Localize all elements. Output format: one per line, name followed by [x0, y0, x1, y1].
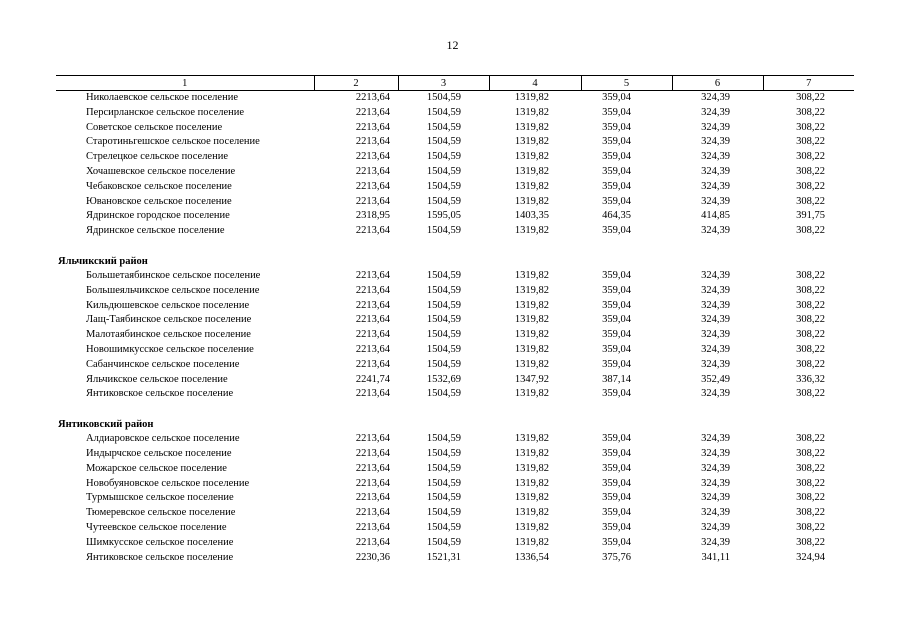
- value-cell-col-3: 1595,05: [426, 210, 461, 222]
- value-cell-col-5: 359,04: [602, 343, 631, 355]
- value-cell-col-2: 2241,74: [355, 373, 390, 385]
- value-cell-col-4: 1319,82: [514, 269, 549, 281]
- value-cell-col-4: 1336,54: [514, 551, 549, 563]
- value-cell-col-5: 359,04: [602, 106, 631, 118]
- value-cell-col-3: 1504,59: [426, 462, 461, 474]
- value-cell-col-4: 1319,82: [514, 151, 549, 163]
- table-row: [56, 269, 854, 284]
- value-cell-col-2: 2213,64: [355, 151, 390, 163]
- value-cell-col-7: 308,22: [796, 329, 825, 341]
- table-row: [56, 135, 854, 150]
- value-cell-col-5: 359,04: [602, 314, 631, 326]
- value-cell-col-7: 308,22: [796, 121, 825, 133]
- district-heading-row: [56, 417, 854, 432]
- value-cell-col-4: 1319,82: [514, 92, 549, 103]
- table-row: [56, 313, 854, 328]
- value-cell-col-5: 359,04: [602, 536, 631, 548]
- value-cell-col-3: 1504,59: [426, 165, 461, 177]
- value-cell-col-4: 1319,82: [514, 195, 549, 207]
- table-row: [56, 343, 854, 358]
- value-cell-col-4: 1319,82: [514, 225, 549, 237]
- value-cell-col-2: 2213,64: [355, 433, 390, 445]
- value-cell-col-6: 324,39: [701, 388, 730, 400]
- settlement-name: Чебаковское сельское поселение: [86, 180, 232, 192]
- table-row: [56, 387, 854, 402]
- table-row: [56, 121, 854, 136]
- value-cell-col-3: 1504,59: [426, 121, 461, 133]
- value-cell-col-4: 1319,82: [514, 284, 549, 296]
- value-cell-col-4: 1319,82: [514, 314, 549, 326]
- value-cell-col-6: 324,39: [701, 165, 730, 177]
- value-cell-col-3: 1504,59: [426, 536, 461, 548]
- value-cell-col-7: 308,22: [796, 195, 825, 207]
- value-cell-col-7: 308,22: [796, 462, 825, 474]
- value-cell-col-5: 359,04: [602, 269, 631, 281]
- value-cell-col-7: 308,22: [796, 165, 825, 177]
- section-spacer: [56, 239, 854, 254]
- value-cell-col-5: 387,14: [602, 373, 631, 385]
- value-cell-col-5: 359,04: [602, 388, 631, 400]
- value-cell-col-5: 375,76: [602, 551, 631, 563]
- value-cell-col-7: 308,22: [796, 521, 825, 533]
- settlement-name: Ядринское сельское поселение: [86, 225, 225, 237]
- settlement-name: Тюмеревское сельское поселение: [86, 507, 236, 519]
- settlement-name: Персирланское сельское поселение: [86, 106, 245, 118]
- value-cell-col-3: 1532,69: [426, 373, 461, 385]
- value-cell-col-5: 359,04: [602, 521, 631, 533]
- value-cell-col-7: 308,22: [796, 507, 825, 519]
- value-cell-col-7: 308,22: [796, 92, 825, 103]
- value-cell-col-2: 2213,64: [355, 343, 390, 355]
- settlement-name: Советское сельское поселение: [86, 121, 223, 133]
- value-cell-col-2: 2213,64: [355, 477, 390, 489]
- table-row: [56, 447, 854, 462]
- value-cell-col-5: 359,04: [602, 433, 631, 445]
- value-cell-col-5: 464,35: [602, 210, 631, 222]
- value-cell-col-4: 1319,82: [514, 447, 549, 459]
- settlement-name: Старотиньгешское сельское поселение: [86, 136, 260, 148]
- settlement-name: Алдиаровское сельское поселение: [86, 433, 240, 445]
- value-cell-col-3: 1504,59: [426, 447, 461, 459]
- table-row: [56, 165, 854, 180]
- value-cell-col-3: 1521,31: [426, 551, 461, 563]
- value-cell-col-6: 324,39: [701, 299, 730, 311]
- value-cell-col-2: 2213,64: [355, 225, 390, 237]
- table-row: [56, 521, 854, 536]
- value-cell-col-5: 359,04: [602, 507, 631, 519]
- table-row: [56, 491, 854, 506]
- column-header: 2: [314, 76, 398, 91]
- page-number: 12: [446, 38, 459, 52]
- value-cell-col-7: 391,75: [796, 210, 825, 222]
- settlement-name: Ядринское городское поселение: [86, 210, 230, 222]
- district-heading-row: [56, 254, 854, 269]
- value-cell-col-2: 2318,95: [355, 210, 390, 222]
- value-cell-col-3: 1504,59: [426, 507, 461, 519]
- value-cell-col-2: 2213,64: [355, 521, 390, 533]
- value-cell-col-6: 324,39: [701, 314, 730, 326]
- value-cell-col-6: 324,39: [701, 447, 730, 459]
- value-cell-col-3: 1504,59: [426, 492, 461, 504]
- value-cell-col-3: 1504,59: [426, 314, 461, 326]
- table-row: [56, 462, 854, 477]
- settlement-name: Сабанчинское сельское поселение: [86, 358, 240, 370]
- table-body: [56, 91, 854, 566]
- district-heading: Янтиковский район: [58, 419, 154, 431]
- value-cell-col-4: 1319,82: [514, 477, 549, 489]
- value-cell-col-4: 1319,82: [514, 433, 549, 445]
- value-cell-col-5: 359,04: [602, 329, 631, 341]
- value-cell-col-3: 1504,59: [426, 225, 461, 237]
- value-cell-col-6: 324,39: [701, 92, 730, 103]
- value-cell-col-6: 324,39: [701, 329, 730, 341]
- value-cell-col-2: 2213,64: [355, 507, 390, 519]
- data-table: [56, 75, 854, 565]
- value-cell-col-7: 308,22: [796, 180, 825, 192]
- value-cell-col-2: 2213,64: [355, 536, 390, 548]
- value-cell-col-5: 359,04: [602, 136, 631, 148]
- settlement-name: Николаевское сельское поселение: [86, 92, 238, 103]
- table-row: [56, 299, 854, 314]
- value-cell-col-4: 1319,82: [514, 180, 549, 192]
- value-cell-col-6: 324,39: [701, 106, 730, 118]
- value-cell-col-2: 2213,64: [355, 269, 390, 281]
- value-cell-col-5: 359,04: [602, 92, 631, 103]
- value-cell-col-6: 324,39: [701, 492, 730, 504]
- value-cell-col-3: 1504,59: [426, 195, 461, 207]
- value-cell-col-4: 1319,82: [514, 358, 549, 370]
- settlement-name: Новобуяновское сельское поселение: [86, 477, 250, 489]
- value-cell-col-7: 308,22: [796, 225, 825, 237]
- value-cell-col-6: 324,39: [701, 121, 730, 133]
- value-cell-col-2: 2213,64: [355, 299, 390, 311]
- value-cell-col-7: 308,22: [796, 492, 825, 504]
- spacer-cell: [56, 239, 854, 254]
- value-cell-col-7: 308,22: [796, 106, 825, 118]
- value-cell-col-6: 324,39: [701, 521, 730, 533]
- value-cell-col-7: 308,22: [796, 433, 825, 445]
- value-cell-col-3: 1504,59: [426, 136, 461, 148]
- value-cell-col-5: 359,04: [602, 225, 631, 237]
- value-cell-col-2: 2213,64: [355, 329, 390, 341]
- value-cell-col-6: 324,39: [701, 284, 730, 296]
- value-cell-col-6: 352,49: [701, 373, 730, 385]
- settlement-name: Новошимкусское сельское поселение: [86, 343, 254, 355]
- value-cell-col-4: 1319,82: [514, 492, 549, 504]
- section-spacer: [56, 402, 854, 417]
- value-cell-col-2: 2213,64: [355, 92, 390, 103]
- spacer-cell: [56, 402, 854, 417]
- settlement-name: Турмышское сельское поселение: [86, 492, 234, 504]
- value-cell-col-4: 1319,82: [514, 299, 549, 311]
- value-cell-col-5: 359,04: [602, 180, 631, 192]
- value-cell-col-7: 308,22: [796, 477, 825, 489]
- column-header: 7: [763, 76, 854, 91]
- value-cell-col-7: 336,32: [796, 373, 825, 385]
- value-cell-col-3: 1504,59: [426, 358, 461, 370]
- value-cell-col-3: 1504,59: [426, 433, 461, 445]
- value-cell-col-6: 324,39: [701, 225, 730, 237]
- value-cell-col-2: 2213,64: [355, 462, 390, 474]
- value-cell-col-7: 308,22: [796, 388, 825, 400]
- value-cell-col-4: 1319,82: [514, 388, 549, 400]
- settlement-name: Кильдюшевское сельское поселение: [86, 299, 250, 311]
- value-cell-col-2: 2213,64: [355, 121, 390, 133]
- value-cell-col-4: 1319,82: [514, 121, 549, 133]
- value-cell-col-7: 308,22: [796, 447, 825, 459]
- value-cell-col-3: 1504,59: [426, 180, 461, 192]
- table-row: [56, 195, 854, 210]
- value-cell-col-5: 359,04: [602, 165, 631, 177]
- table-row: [56, 373, 854, 388]
- table-row: [56, 106, 854, 121]
- value-cell-col-3: 1504,59: [426, 151, 461, 163]
- settlement-name: Лащ-Таябинское сельское поселение: [86, 314, 252, 326]
- value-cell-col-7: 308,22: [796, 299, 825, 311]
- settlement-name: Чутеевское сельское поселение: [86, 521, 227, 533]
- column-header: 4: [489, 76, 581, 91]
- settlement-name: Большетаябинское сельское поселение: [86, 269, 261, 281]
- settlement-name: Большеяльчикское сельское поселение: [86, 284, 260, 296]
- value-cell-col-4: 1319,82: [514, 343, 549, 355]
- value-cell-col-4: 1319,82: [514, 136, 549, 148]
- column-header-row: [56, 76, 854, 91]
- table-row: [56, 506, 854, 521]
- value-cell-col-2: 2213,64: [355, 165, 390, 177]
- value-cell-col-7: 308,22: [796, 151, 825, 163]
- value-cell-col-3: 1504,59: [426, 521, 461, 533]
- value-cell-col-3: 1504,59: [426, 106, 461, 118]
- value-cell-col-5: 359,04: [602, 492, 631, 504]
- value-cell-col-7: 308,22: [796, 536, 825, 548]
- value-cell-col-5: 359,04: [602, 358, 631, 370]
- settlement-name: Малотаябинское сельское поселение: [86, 329, 251, 341]
- value-cell-col-7: 308,22: [796, 343, 825, 355]
- value-cell-col-2: 2230,36: [355, 551, 390, 563]
- value-cell-col-7: 324,94: [796, 551, 825, 563]
- value-cell-col-3: 1504,59: [426, 299, 461, 311]
- value-cell-col-6: 341,11: [701, 551, 730, 563]
- value-cell-col-7: 308,22: [796, 284, 825, 296]
- value-cell-col-3: 1504,59: [426, 284, 461, 296]
- value-cell-col-7: 308,22: [796, 269, 825, 281]
- value-cell-col-6: 324,39: [701, 180, 730, 192]
- value-cell-col-7: 308,22: [796, 358, 825, 370]
- value-cell-col-3: 1504,59: [426, 477, 461, 489]
- table-row: [56, 536, 854, 551]
- table-row: [56, 180, 854, 195]
- value-cell-col-4: 1319,82: [514, 521, 549, 533]
- settlement-name: Шимкусское сельское поселение: [86, 536, 234, 548]
- value-cell-col-3: 1504,59: [426, 92, 461, 103]
- table-row: [56, 209, 854, 224]
- value-cell-col-2: 2213,64: [355, 388, 390, 400]
- column-header: 3: [398, 76, 489, 91]
- settlement-name: Янтиковское сельское поселение: [86, 551, 234, 563]
- value-cell-col-5: 359,04: [602, 477, 631, 489]
- value-cell-col-3: 1504,59: [426, 343, 461, 355]
- table-row: [56, 91, 854, 106]
- table-row: [56, 224, 854, 239]
- value-cell-col-7: 308,22: [796, 314, 825, 326]
- table-row: [56, 150, 854, 165]
- value-cell-col-3: 1504,59: [426, 388, 461, 400]
- value-cell-col-2: 2213,64: [355, 136, 390, 148]
- value-cell-col-5: 359,04: [602, 284, 631, 296]
- value-cell-col-2: 2213,64: [355, 106, 390, 118]
- value-cell-col-6: 324,39: [701, 343, 730, 355]
- value-cell-col-2: 2213,64: [355, 447, 390, 459]
- value-cell-col-4: 1319,82: [514, 536, 549, 548]
- value-cell-col-6: 324,39: [701, 477, 730, 489]
- table-row: [56, 284, 854, 299]
- value-cell-col-6: 324,39: [701, 136, 730, 148]
- value-cell-col-5: 359,04: [602, 195, 631, 207]
- column-header: 1: [56, 76, 314, 91]
- value-cell-col-4: 1319,82: [514, 507, 549, 519]
- value-cell-col-4: 1319,82: [514, 462, 549, 474]
- value-cell-col-5: 359,04: [602, 447, 631, 459]
- value-cell-col-6: 324,39: [701, 462, 730, 474]
- value-cell-col-5: 359,04: [602, 151, 631, 163]
- value-cell-col-6: 324,39: [701, 151, 730, 163]
- table-row: [56, 328, 854, 343]
- settlement-name: Индырчское сельское поселение: [86, 447, 232, 459]
- value-cell-col-5: 359,04: [602, 462, 631, 474]
- value-cell-col-4: 1319,82: [514, 165, 549, 177]
- value-cell-col-6: 324,39: [701, 433, 730, 445]
- value-cell-col-6: 324,39: [701, 536, 730, 548]
- value-cell-col-6: 324,39: [701, 195, 730, 207]
- value-cell-col-4: 1319,82: [514, 329, 549, 341]
- column-header: 6: [672, 76, 763, 91]
- value-cell-col-3: 1504,59: [426, 329, 461, 341]
- value-cell-col-6: 324,39: [701, 358, 730, 370]
- settlement-name: Ювановское сельское поселение: [86, 195, 232, 207]
- settlement-name: Яльчикское сельское поселение: [86, 373, 228, 385]
- value-cell-col-2: 2213,64: [355, 358, 390, 370]
- table-row: [56, 432, 854, 447]
- value-cell-col-2: 2213,64: [355, 314, 390, 326]
- district-heading: Яльчикский район: [58, 255, 148, 267]
- column-header: 5: [581, 76, 672, 91]
- value-cell-col-7: 308,22: [796, 136, 825, 148]
- table-row: [56, 551, 854, 566]
- settlement-name: Хочашевское сельское поселение: [86, 165, 236, 177]
- value-cell-col-4: 1403,35: [514, 210, 549, 222]
- value-cell-col-5: 359,04: [602, 299, 631, 311]
- value-cell-col-2: 2213,64: [355, 180, 390, 192]
- table-row: [56, 477, 854, 492]
- value-cell-col-6: 324,39: [701, 507, 730, 519]
- value-cell-col-2: 2213,64: [355, 195, 390, 207]
- value-cell-col-6: 414,85: [701, 210, 730, 222]
- value-cell-col-2: 2213,64: [355, 284, 390, 296]
- value-cell-col-4: 1347,92: [514, 373, 549, 385]
- settlement-name: Янтиковское сельское поселение: [86, 388, 234, 400]
- settlement-name: Стрелецкое сельское поселение: [86, 151, 228, 163]
- value-cell-col-4: 1319,82: [514, 106, 549, 118]
- value-cell-col-5: 359,04: [602, 121, 631, 133]
- table-row: [56, 358, 854, 373]
- value-cell-col-6: 324,39: [701, 269, 730, 281]
- settlement-name: Можарское сельское поселение: [86, 462, 227, 474]
- value-cell-col-2: 2213,64: [355, 492, 390, 504]
- value-cell-col-3: 1504,59: [426, 269, 461, 281]
